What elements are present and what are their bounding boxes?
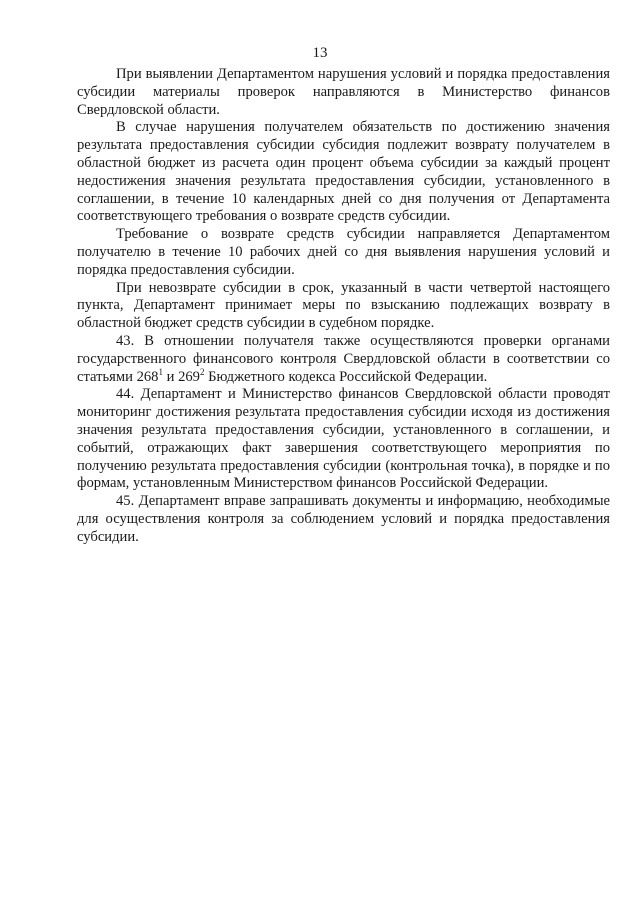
article-268-superscript: 1 [158, 366, 163, 377]
document-body [77, 66, 610, 547]
paragraph-subsidy-return: В случае нарушения получателем обязательств по достижению значения результата предоставления субсидии субсидия подлежит возврату получателем в областной бюджет из расчета один процент объема субсидии за каждый процент недостижения значения результата предоставления субсидии, установленного в соглашении, в течение 10 календарных дней со дня получения от Департамента соответствующего требования о возврате средств субсидии. [77, 119, 610, 225]
paragraph-return-request: Требование о возврате средств субсидии направляется Департаментом получателю в течение 10 рабочих дней со дня выявления нарушения условий и порядка предоставления субсидии. [77, 226, 610, 278]
paragraph-45: 45. Департамент вправе запрашивать документы и информацию, необходимые для осуществления контроля за соблюдением условий и порядка предоставления субсидии. [77, 493, 610, 545]
paragraph-court-recovery: При невозврате субсидии в срок, указанный в части четвертой настоящего пункта, Департамент принимает меры по взысканию подлежащих возврату в областной бюджет средств субсидии в судебном порядке. [77, 279, 610, 332]
article-269-superscript: 2 [199, 366, 205, 377]
page-number: 13 [312, 45, 328, 61]
paragraph-43-text-start: 43. В отношении получателя также осуществляются проверки органами государственного финансового контроля Свердловской области в соответствии со статьями 268 [77, 332, 610, 385]
paragraph-44: 44. Департамент и Министерство финансов Свердловской области проводят мониторинг достижения результата предоставления субсидии исходя из достижения значения результата предоставления субсидии, установленного в соглашении, и событий, отражающих факт завершения соответствующего мероприятия по получению результата предоставления субсидии (контрольная точка), в порядке и по формам, установленным Министерством финансов Российской Федерации. [77, 386, 610, 492]
paragraph-43-text-end: Бюджетного кодекса Российской Федерации. [204, 368, 488, 385]
paragraph-43-text-middle: и 269 [162, 368, 200, 385]
paragraph-violation-referral: При выявлении Департаментом нарушения условий и порядка предоставления субсидии материалы проверок направляются в Министерство финансов Свердловской области. [77, 66, 610, 118]
paragraph-43 [77, 333, 610, 386]
